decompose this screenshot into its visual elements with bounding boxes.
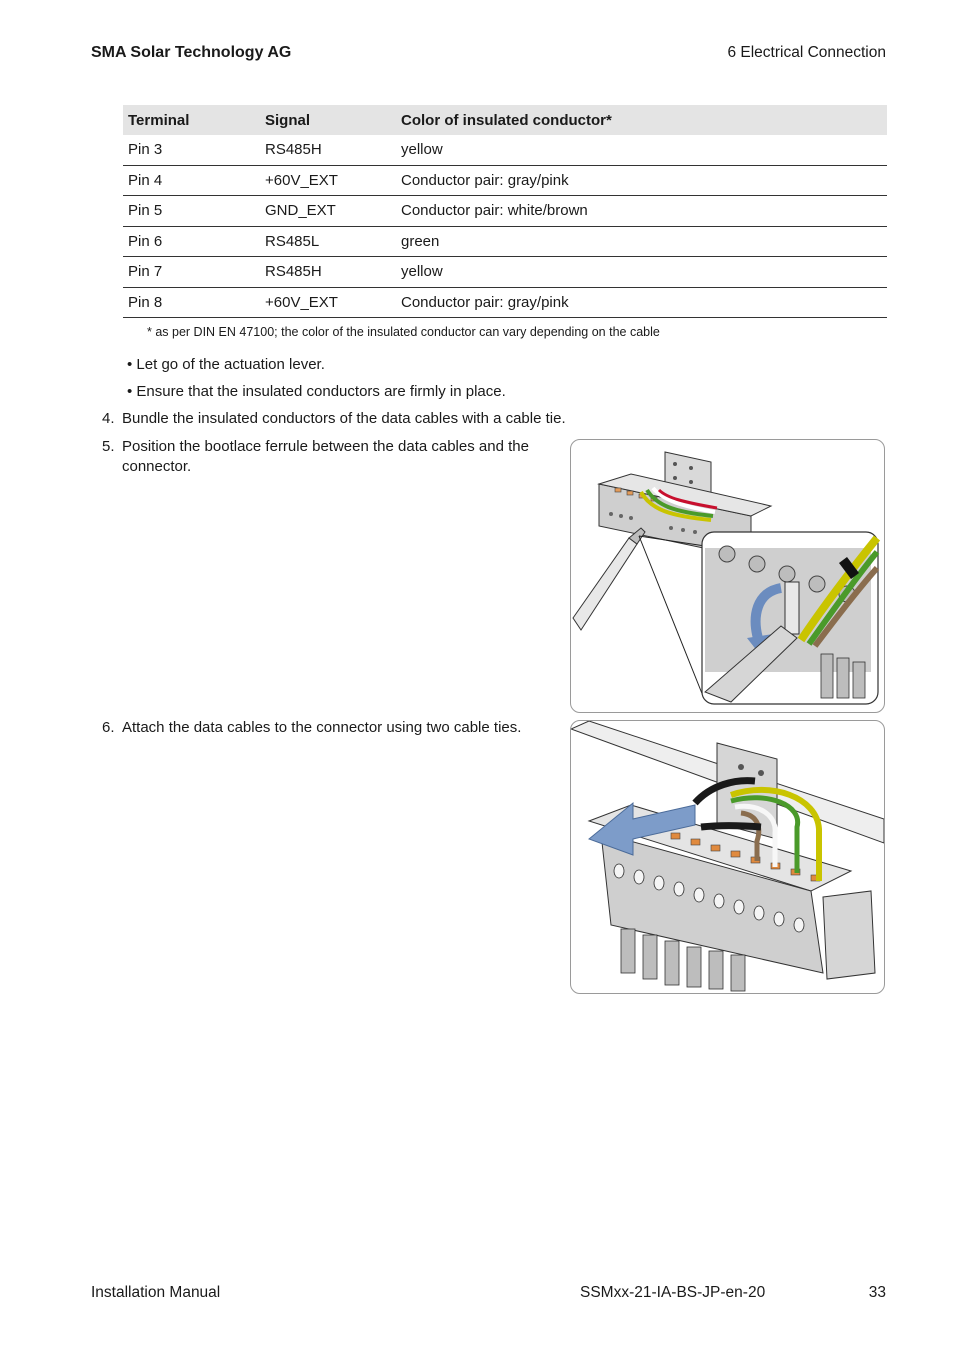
pin-assignment-table (123, 105, 887, 318)
footer-manual-title: Installation Manual (91, 1284, 221, 1301)
cell-signal: +60V_EXT (260, 287, 396, 318)
cell-terminal: Pin 5 (123, 196, 260, 227)
table-row (123, 287, 887, 318)
table-header-row (123, 105, 887, 135)
step-text-5-line1: Position the bootlace ferrule between the data cables and the (122, 438, 529, 455)
cell-terminal: Pin 4 (123, 165, 260, 196)
column-header-signal: Signal (260, 105, 396, 135)
table-row (123, 257, 887, 288)
cell-signal: RS485H (260, 135, 396, 165)
step-text-4: Bundle the insulated conductors of the data cables with a cable tie. (122, 410, 566, 427)
header-section: 6 Electrical Connection (727, 44, 886, 61)
cell-color: Conductor pair: gray/pink (396, 287, 887, 318)
cable-tie-drawing (571, 721, 884, 993)
step-text-5-line2: connector. (122, 458, 192, 475)
cell-color: Conductor pair: white/brown (396, 196, 887, 227)
column-header-color: Color of insulated conductor* (396, 105, 887, 135)
cell-signal: GND_EXT (260, 196, 396, 227)
cell-color: yellow (396, 257, 887, 288)
footer-document-id: SSMxx-21-IA-BS-JP-en-20 (580, 1284, 766, 1301)
cell-terminal: Pin 8 (123, 287, 260, 318)
footer-page-number: 33 (868, 1284, 886, 1301)
table-footnote: * as per DIN EN 47100; the color of the insulated conductor can vary depending on the cable (147, 325, 660, 339)
cell-terminal: Pin 7 (123, 257, 260, 288)
cell-signal: RS485H (260, 257, 396, 288)
cell-terminal: Pin 3 (123, 135, 260, 165)
table-row (123, 135, 887, 165)
step-number-4: 4. (102, 410, 115, 427)
bullet-check-conductors: • Ensure that the insulated conductors are firmly in place. (127, 383, 506, 400)
table-row (123, 165, 887, 196)
ferrule-drawing (571, 440, 884, 712)
table-row (123, 196, 887, 227)
step-number-5: 5. (102, 438, 115, 455)
bullet-release-lever: • Let go of the actuation lever. (127, 356, 325, 373)
table-row (123, 226, 887, 257)
cell-color: Conductor pair: gray/pink (396, 165, 887, 196)
ferrule-illustration (570, 439, 885, 713)
cell-signal: +60V_EXT (260, 165, 396, 196)
cell-color: yellow (396, 135, 887, 165)
cell-terminal: Pin 6 (123, 226, 260, 257)
column-header-terminal: Terminal (123, 105, 260, 135)
header-company: SMA Solar Technology AG (91, 44, 292, 61)
step-text-6: Attach the data cables to the connector using two cable ties. (122, 719, 522, 736)
cell-color: green (396, 226, 887, 257)
step-number-6: 6. (102, 719, 115, 736)
cell-signal: RS485L (260, 226, 396, 257)
cable-tie-illustration (570, 720, 885, 994)
